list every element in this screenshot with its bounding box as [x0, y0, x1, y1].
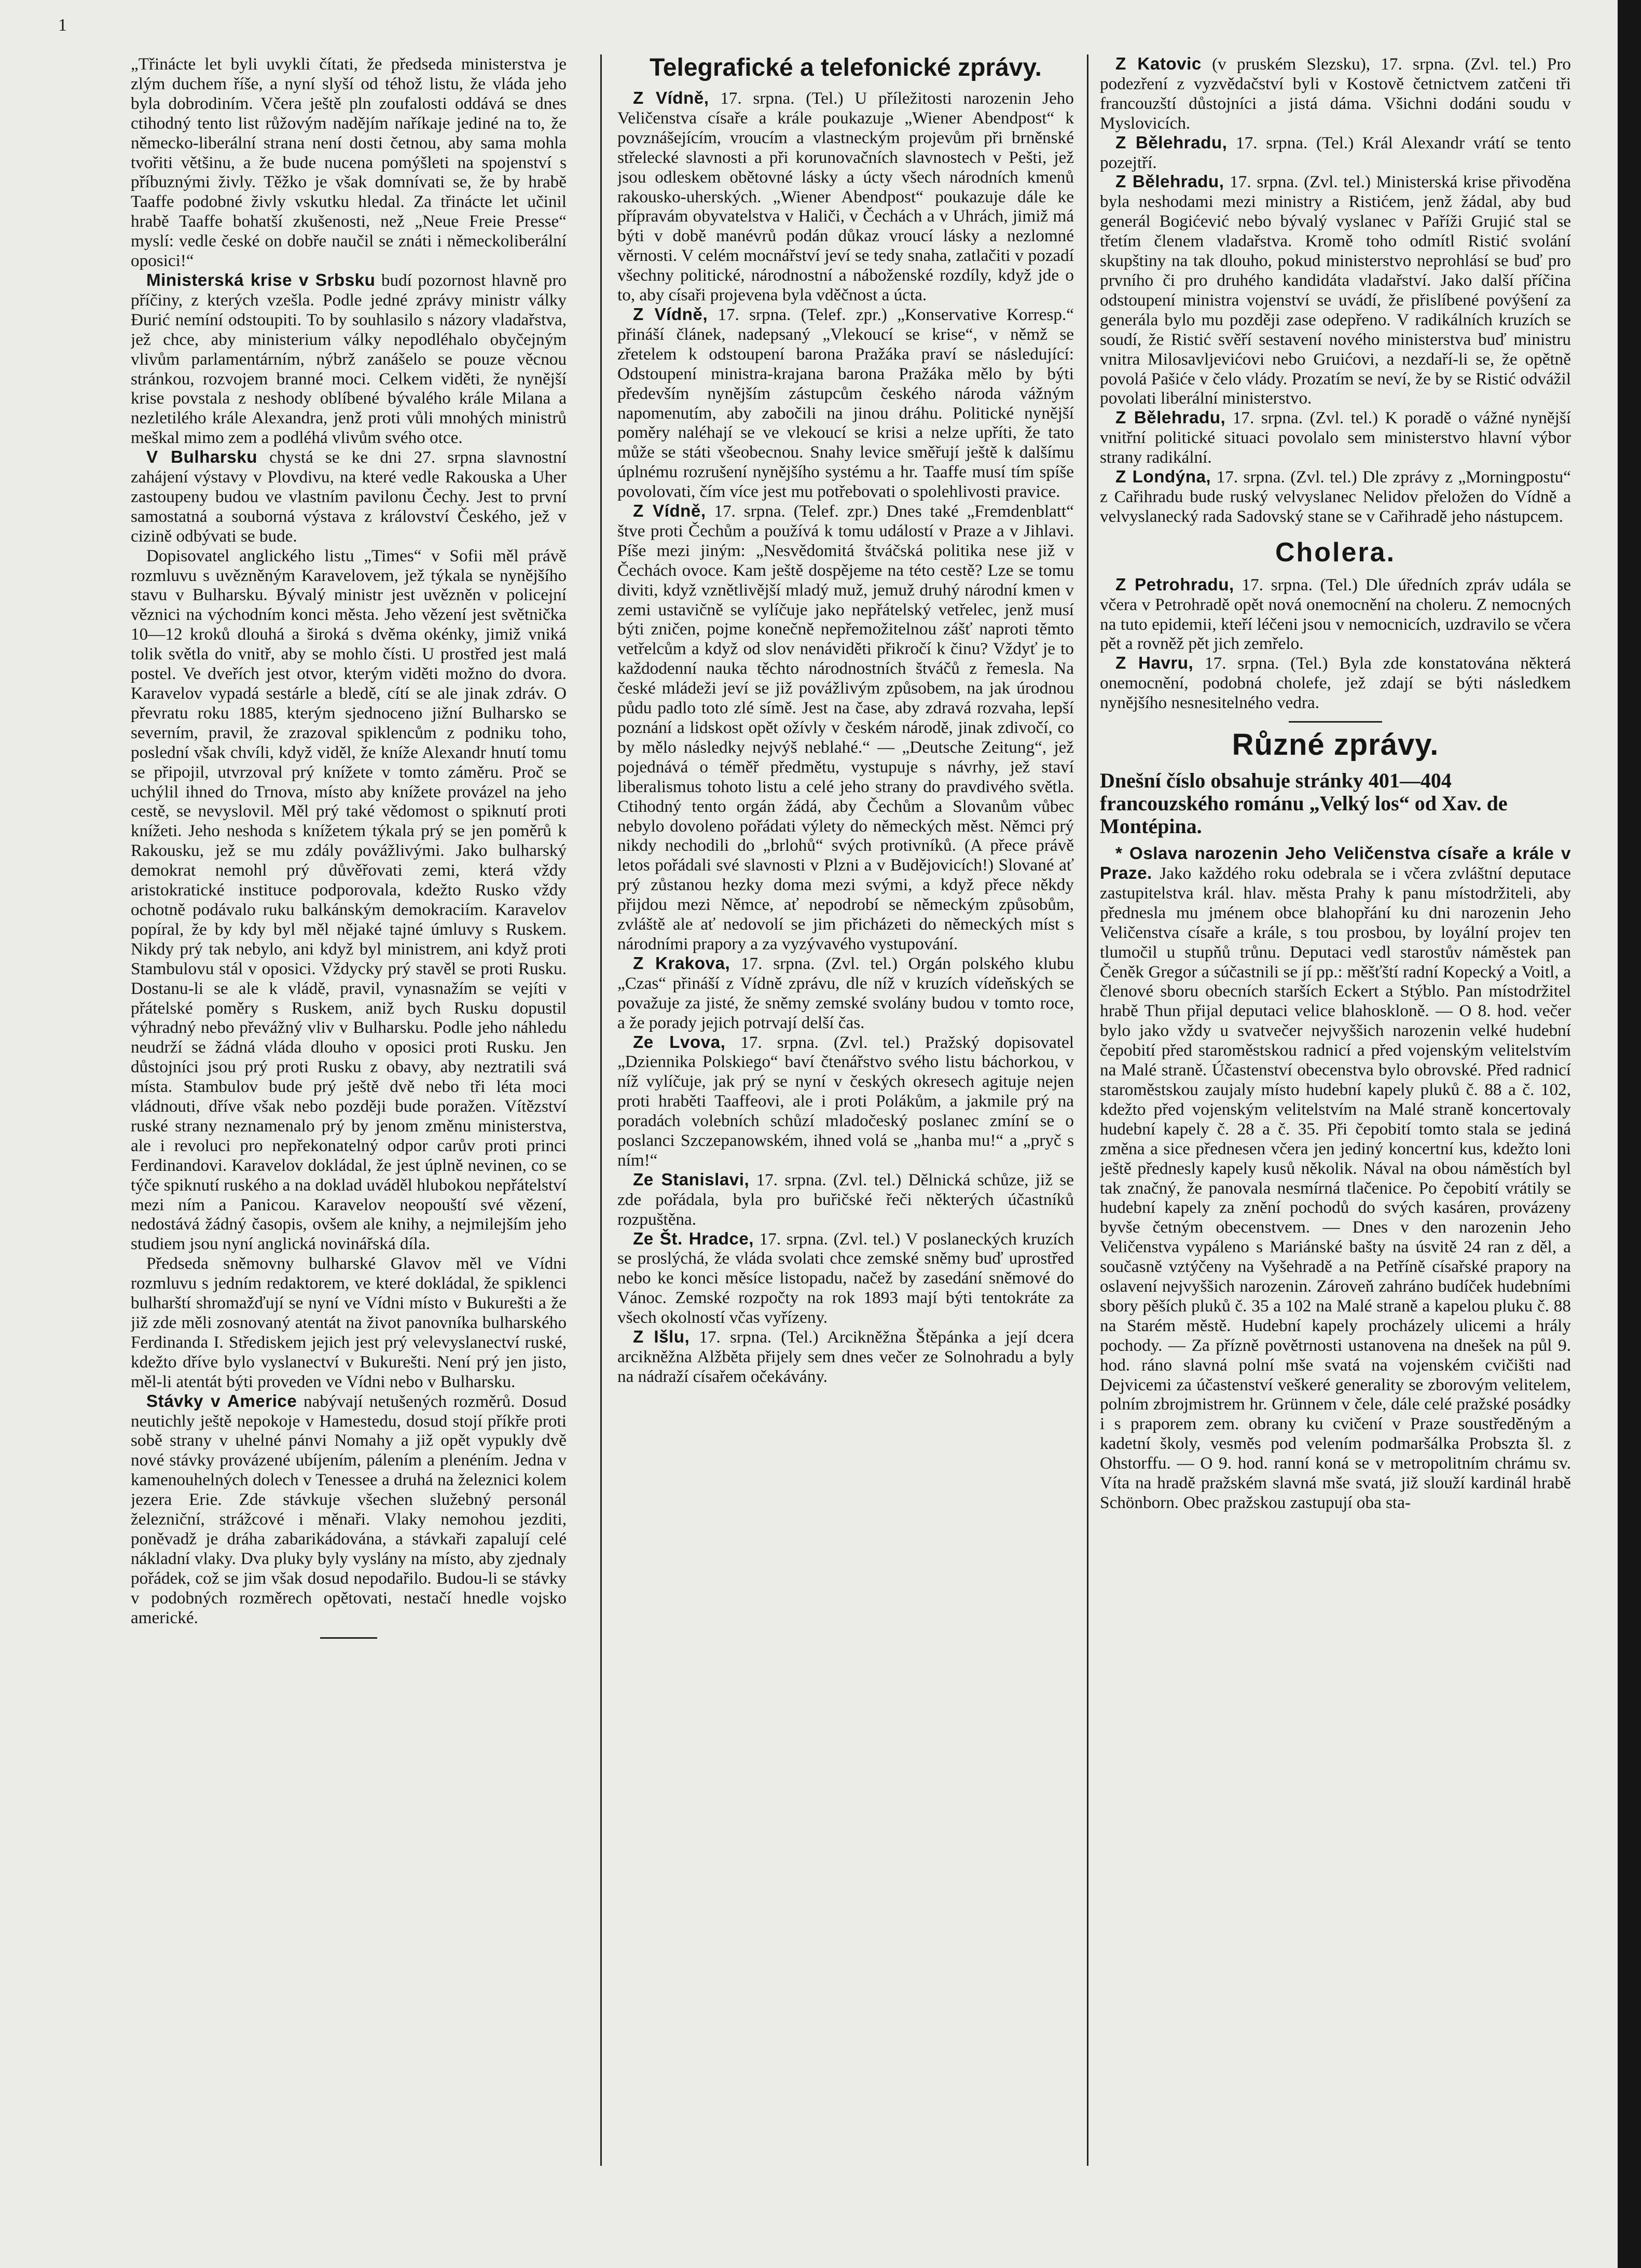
- article-paragraph: [131, 546, 567, 1254]
- paragraph-text: 17. srpna. (Tel.) Král Alexandr vrátí se tento pozejtří.: [1100, 133, 1571, 172]
- paragraph-text: 17. srpna. (Telef. zpr.) „Konservative Korresp.“ přináší článek, nadepsaný „Vlekoucí se krise“, v němž se zřetelem k odstoupení barona Pražáka praví se následující: Odstoupení ministra-krajana barona Pražáka mělo by býti především nynějším zástupcům českého národa vážným napomenutím, aby zabočili na jinou dráhu. Politické nynější poměry naléhají se ve vlekoucí se krisi a nelze upříti, že tato může se státi všeobecnou. Snahy levice směřují ještě k dalšímu úplnému rozrušení nynějšího systému a hr. Taaffe musí tím spíše povolovati, čím více jest mu potřebovati o spolehlivosti pravice.: [617, 305, 1074, 502]
- paragraph-lead: Ze Št. Hradce,: [633, 1229, 754, 1249]
- column-middle: [617, 54, 1074, 2223]
- telegraph-item: [617, 954, 1074, 1033]
- news-item: [1100, 844, 1571, 1513]
- paragraph-lead: Z Vídně,: [633, 305, 708, 324]
- paragraph-text: 17. srpna. (Tel.) Byla zde konstatována některá onemocnění, podobná cholefe, jež zdají se býti následkem nynějšího nesnesitelného vedra.: [1100, 654, 1571, 713]
- paragraph-lead: Z Išlu,: [633, 1327, 690, 1347]
- article-paragraph: [131, 271, 567, 448]
- paragraph-text: 17. srpna. (Tel.) Dle úředních zpráv udála se včera v Petrohradě opět nová onemocnění na choleru. Z nemocných na tuto epidemii, kteří léčeni jsou v nemocnicích, uzdravilo se včera pět a rovněž pět jich zemřelo.: [1100, 575, 1571, 654]
- paragraph-lead: * Oslava narozenin Jeho Veličenstva císaře a krále v Praze.: [1100, 844, 1571, 883]
- paragraph-text: 17. srpna. (Telef. zpr.) Dnes také „Fremdenblatt“ štve proti Čechům a používá k tomu událostí v Praze a v Jihlavi. Píše mezi jiným: „Nesvědomitá štváčská politika nese již v Čechách ovoce. Kam ještě dospějeme na této cestě? Lze se tomu diviti, když vznětlivější mladý muž, jemuž druhý národní kmen v zemi ustavičně se vylíčuje jako nepřátelský vetřelec, jenž musí býti zničen, pojme konečně nepřemožitelnou zášť naproti těmto vetřelcům a když od slov nenáviděti přikročí k činu? Vždyť je to každodenní nauka těchto národnostních štváčů z řemesla. Na české mládeži jeví se již povážlivým způsobem, na jak úrodnou půdu padlo toto zlé símě. Jest na čase, aby zdravá rozvaha, lepší poznání a lidskost opět ožívly v českém národě, jinak zdivočí, co by mělo následky nejvýš neblahé.“ — „Deutsche Zeitung“, jež pojednává o téměř předmětu, vystupuje s návrhy, jež staví liberalismus tohoto listu a celé jeho strany do pravdivého světla. Ctihodný tento orgán žádá, aby Čechům a Slovanům vůbec nebylo dovoleno pořádati výlety do německých měst. Němci prý nikdy nechodili do „brlohů“ svých protivníků. (A přece právě letos pořádali své slavnosti v Plzni a v Budějovicích!) Slované ať prý zůstanou hezky doma mezi svými, a když přece někdy přijdou mezi Němce, ať nepodrobí se německým způsobům, zvláště ale ať nedovolí se jim přicházeti do německých míst s národními prapory a za vyzývavého vystupování.: [617, 502, 1074, 953]
- paragraph-text: 17. srpna. (Tel.) Arcikněžna Štěpánka a její dcera arcikněžna Alžběta přijely sem dnes večer ze Solnohradu a byly na nádraží císařem očekávány.: [617, 1327, 1074, 1386]
- cholera-item: [1100, 654, 1571, 713]
- paragraph-lead: Z Vídně,: [633, 89, 709, 108]
- paragraph-lead: Ze Lvova,: [633, 1032, 726, 1052]
- telegraph-item: [617, 1170, 1074, 1229]
- paragraph-lead: Z Bělehradu,: [1115, 408, 1226, 428]
- paragraph-lead: Z Vídně,: [633, 502, 706, 521]
- paragraph-text: nabývají netušených rozměrů. Dosud neutichly ještě nepokoje v Hamestedu, dosud stojí příkře proti sobě strany v uhelné pánvi Nomahy a již opět vypukly dvě nové stávky provázené ubíjením, pálením a plenéním. Jedna v kamenouhelných dolech v Tenessee a druhá na železnici kolem jezera Erie. Zde stávkuje všechen služebný personál železniční, strážcové i měnaři. Vlaky nemohou jezditi, poněvadž je dráha zabarikádována, a stávkaři zapalují celé nákladní vlaky. Dva pluky byly vyslány na místo, aby zjednaly pořádek, což se jim však dosud nepodařilo. Budou-li se stávky v podobných rozměrech opětovati, nestačí hnedle vojsko americké.: [131, 1391, 567, 1627]
- paragraph-text: 17. srpna. (Zvl. tel.) Dle zprávy z „Morningpostu“ z Cařihradu bude ruský velvyslanec Nelidov přeložen do Vídně a velvyslanecký rada Sadovský stane se v Cařihradě jeho nástupcem.: [1100, 467, 1571, 526]
- end-rule: [320, 1637, 377, 1639]
- paragraph-text: 17. srpna. (Zvl. tel.) Ministerská krise přivoděna byla neshodami mezi ministry a Ristićem, jenž žádal, aby bud generál Bogićević nebo bývalý vyslanec v Paříži Grujić stal se třetím členem vladařstva. Kromě toho odmítl Ristić svolání skupštiny na tak dlouho, pokud ministerstvo neprohlásí se buď pro prvního či pro druhého kandidáta vladařství. Jako další příčina odstoupení ministra vojenství se uvádí, že přislíbené povýšení za generála bylo mu později zase odepřeno. V radikálních kruzích se soudí, že Ristić svěří sestavení nového ministerstva buď ministru vnitra Milosavljevićovi nebo Gruićovi, a nezdaří-li se, že opětně povolá Pašiće v čelo vlády. Prozatím se neví, že by se Ristić odvážil povolati liberální ministerstvo.: [1100, 172, 1571, 408]
- article-paragraph: [131, 448, 567, 546]
- paragraph-text: 17. srpna. (Zvl. tel.) V poslaneckých kruzích se proslýchá, že vláda svolati chce zemské sněmy buď uprostřed nebo ke konci měsíce listopadu, načež by zasedání sněmové do Vánoc. Zemské rozpočty na rok 1893 mají býti tentokráte za všech okolností včas vyřízeny.: [617, 1229, 1074, 1327]
- paragraph-lead: Z Krakova,: [633, 953, 730, 973]
- paragraph-text: 17. srpna. (Zvl. tel.) K poradě o vážné nynější vnitřní politické situaci povolalo sem ministerstvo hlavní výbor strany radikální.: [1100, 408, 1571, 467]
- cholera-item: [1100, 575, 1571, 654]
- article-paragraph: [131, 1392, 567, 1628]
- telegraph-item: [1100, 172, 1571, 408]
- telegraph-item: [617, 1327, 1074, 1387]
- paragraph-lead: Z Katovic: [1115, 54, 1202, 74]
- paragraph-text: 17. srpna. (Zvl. tel.) Pražský dopisovatel „Dziennika Polskiego“ baví čtenářstvo svého listu báchorkou, v níž vylíčuje, jak prý se nyní v českých okresech agituje nejen proti hraběti Taaffeovi, ale i proti Polákům, a jakmile prý na poradách volebních schůzí mladočeský poslanec zmíní se o poslanci Szczepanowském, ihned volá se „hanba mu!“ a „pryč s ním!“: [617, 1032, 1074, 1170]
- section-heading-cholera: Cholera.: [1275, 537, 1396, 568]
- paragraph-lead: Z Havru,: [1115, 654, 1194, 673]
- column-divider: [1087, 54, 1088, 2166]
- telegraph-item: [617, 502, 1074, 954]
- section-rule: [1289, 721, 1382, 723]
- paragraph-text: „Třinácte let byli uvykli čítati, že předseda ministerstva je zlým duchem říše, a nyní slyší od téhož listu, že vláda jeho byla dobrodiním. Včera ještě pln zoufalosti oddává se dnes ctihodný tento list růžovým nadějím naříkaje jediné na to, že německo-liberální strana není dosti četnou, aby sama mohla tvořiti většinu, a že bude nucena pomýšleti na spojenství s příbuznými živly. Těžko je však domnívati se, že by hrabě Taaffe podobné živly vskutku hledal. Za třinácte let učinil hrabě Taaffe bohatší zkušenosti, než „Neue Freie Presse“ myslí: vedle české on dobře naučil se znáti i německoliberální oposici!“: [131, 54, 567, 271]
- telegraph-item: [1100, 467, 1571, 527]
- column-right: [1100, 54, 1571, 2223]
- scan-edge: [1618, 0, 1641, 2268]
- paragraph-lead: Ze Stanislavi,: [633, 1170, 750, 1190]
- paragraph-lead: V Bulharsku: [146, 448, 257, 467]
- section-heading-various: Různé zprávy.: [1232, 728, 1439, 762]
- paragraph-lead: Ministerská krise v Srbsku: [146, 270, 376, 290]
- column-divider: [600, 54, 602, 2166]
- feature-notice: Dnešní číslo obsahuje stránky 401—404 francouzského románu „Velký los“ od Xav. de Montépina.: [1100, 769, 1508, 838]
- article-paragraph: [131, 1254, 567, 1391]
- paragraph-lead: Z Bělehradu,: [1115, 133, 1228, 153]
- paragraph-lead: Z Petrohradu,: [1115, 575, 1234, 594]
- telegraph-item: [617, 1033, 1074, 1170]
- paragraph-text: Dopisovatel anglického listu „Times“ v Sofii měl právě rozmluvu s uvězněným Karavelovem, jež týkala se nynějšího stavu v Bulharsku. Bývalý ministr jest uvězněn v policejní věznici na východním konci města. Jeho vězení jest světnička 10—12 kroků dlouhá a široká s dvěma okénky, jimiž vniká tolik světla do vnitř, aby se mohlo čísti. U prostřed jest malá postel. Ve dveřích jest otvor, kterým viděti možno do dvora. Karavelov vypadá sestárle a bledě, cítí se ale jinak zdráv. O převratu roku 1885, kterým sjednoceno jižní Bulharsko se severním, pravil, že zrazoval spiklencům z podniku toho, poslední však chvíli, když viděl, že kníže Alexandr hnutí tomu se připojil, utvrzoval prý knížete v tomto záměru. Proč se uchýlil ihned do Trnova, místo aby knížete provázel na jeho cestě, se nevyslovil. Měl prý také vědomost o spiknutí proti knížeti. Jeho neshoda s knížetem týkala prý se jen poměrů k Rakousku, jež se mu zdály povážlivými. Jako bulharský demokrat nemohl prý důvěřovati zemi, která vždy aristokratické instituce podporovala, kdežto Rusko vždy ochotně podávalo ruku balkánským demokraciím. Karavelov popíral, že by kdy byl měl nějaké tajné úmluvy s Ruskem. Nikdy prý tak nebylo, ani když byl ministrem, ani když proti Stambulovu stál v oposici. Vždycky prý stavěl se proti Rusku. Dostanu-li se ale k vládě, pravil, vynasnažím se vejíti v přátelské poměry s Ruskem, aniž bych Rusku dopustil výhradný nebo převážný vliv v Bulharsku. Podle jeho náhledu neudrží se žádná vláda dlouho v oposici proti Rusku. Jen důstojníci jsou prý proti Rusku z obavy, aby neztratili svá místa. Stambulov bude prý ještě dvě nebo tři léta moci vládnouti, dříve však nebo později bude poražen. Vítězství ruské strany neznamenalo prý by jenom změnu ministerstva, ale i revoluci pro nepřekonatelný odpor carův proti princi Ferdinandovi. Karavelov dokládal, že jest úplně nevinen, co se týče spiknutí ruského a na doklad uváděl hlubokou nepřátelství mezi ním a Panicou. Karavelov neopouští své vězení, nedostává žádný časopis, ovšem ale knihy, a nejmilejším jeho studiem jsou nyní anglická novinářská díla.: [131, 546, 567, 1254]
- paragraph-text: Jako každého roku odebrala se i včera zvláštní deputace zastupitelstva král. hlav. města Prahy k panu místodržiteli, aby přednesla mu jménem obce blahopřání ku dni narozenin Jeho Veličenstva císaře a krále, s tou prosbou, by loyální projev ten tlumočil u stupňů trůnu. Deputaci vedl starostův náměstek pan Čeněk Gregor a súčastnili se jí pp.: měšťští radní Kopecký a Voitl, a členové sboru obecních starších Eckert a Stýblo. Pan místodržitel hrabě Thun přijal deputaci velice blahoskloně. — O 8. hod. večer bylo jako vždy u svatvečer nejvyššich narozenin velké hudební čepobití před staroměstskou radnicí a před vojenským velitelstvím na Malé straně. Účastenství obecenstva bylo obrovské. Před radnicí staroměstskou zaujaly místo hudební kapely pluků č. 88 a č. 102, kdežto před vojenským velitelstvím na Malé straně koncertovaly hudební kapely č. 28 a č. 35. Při čepobití tomto stala se jediná změna a sice přednesen včera jen jediný koncertní kus, kdežto loni ještě přednesly kapely kusů několik. Nával na obou náměstích byl tak značný, že panovala nesmírná tlačenice. Po čepobití vrátily se hudební kapely za znění pochodů do svých kasáren, provázeny byvše četným obecenstvem. — Dnes v den narozenin Jeho Veličenstva vypáleno s Mariánské bašty na úsvitě 24 ran z děl, a současně vztýčeny na Vyšehradě a na Petříně císařské prapory na oslavení nejvyššich narozenin. Zároveň zahráno budíček hudebními sbory pěších pluků č. 35 a 102 na Malé straně a kapelou pluku č. 88 na Starém městě. Hudební kapely procházely ulicemi a hrály pochody. — Za přízně povětrnosti ustanovena na dnešek na půl 9. hod. ráno slavná polní mše svatá na vojenském cvičišti nad Dejvicemi za účastenství veškeré generality se zborovým velitelem, polním zbrojmistrem hr. Grünnem v čele, dále celé pražské posádky i s praporem zem. obrany ku cvičení v Praze soustředěným a kadetní školy, vesměs pod velením podmaršálka Probszta šl. z Ohstorffu. — O 9. hod. ranní koná se v metropolitním chrámu sv. Víta na hradě pražském slavná mše svatá, již slouží kardinál hrabě Schönborn. Obec pražskou zastupují oba sta-: [1100, 864, 1571, 1512]
- telegraph-item: [617, 89, 1074, 305]
- paragraph-lead: Z Londýna,: [1115, 467, 1211, 487]
- paragraph-lead: Z Bělehradu,: [1115, 172, 1224, 192]
- paragraph-lead: Stávky v Americe: [146, 1391, 297, 1411]
- telegraph-item: [1100, 408, 1571, 467]
- paragraph-text: (v pruském Slezsku), 17. srpna. (Zvl. tel.) Pro podezření z vyzvědačství byli v Kostově četnictvem zatčeni tři francouzští důstojníci a jistá dáma. Všichni dodáni soudu v Myslovicích.: [1100, 54, 1571, 133]
- paragraph-text: 17. srpna. (Zvl. tel.) Orgán polského klubu „Czas“ přináší z Vídně zprávu, dle níž v kruzích vídeňských se považuje za jisté, že sněmy zemské svolány budou v tomto roce, a že porady jejich potrvají delší čas.: [617, 953, 1074, 1032]
- telegraph-item: [617, 1229, 1074, 1328]
- paragraph-text: 17. srpna. (Tel.) U příležitosti narozenin Jeho Veličenstva císaře a krále poukazuje „Wiener Abendpost“ k povznášejícím, vroucím a vlastneckým projevům při brněnské střelecké slavnosti a při korunovačních slavnostech v Pešti, jež jsou odleskem obětovné lásky a úcty všech národních kmenů rakousko-uherských. „Wiener Abendpost“ poukazuje dále ke přípravám obyvatelstva v Haliči, v Čechách a v Uhrách, jimiž má býti v době manévrů podán důkaz vroucí lásky a nezlomné věrnosti. V celém mocnářství jeví se tedy snaha, zatlačiti v pozadí všechny politické, národnostní a náboženské rozdíly, když jde o to, aby císaři projevena byla vděčnost a úcta.: [617, 89, 1074, 305]
- corner-mark: 1: [58, 16, 67, 35]
- article-paragraph: [131, 54, 567, 271]
- column-left: [131, 54, 567, 2223]
- paragraph-text: budí pozornost hlavně pro příčiny, z kterých vzešla. Podle jedné zprávy ministr války Đurić nemíní odstoupiti. To by souhlasilo s názory vladařstva, jež chce, aby ministerium války nepodléhalo obyčejným vlivům parlamentárním, nýbrž zanášelo se pouze věcnou stránkou, rozvojem branné moci. Celkem viděti, že nynější krise povstala z neshody oblíbené bývalého krále Milana a nezletilého krále Alexandra, jenž proti vůli mnohých ministrů meškal mimo zem a podléhá vlivům svého otce.: [131, 270, 567, 448]
- paragraph-text: Předseda sněmovny bulharské Glavov měl ve Vídni rozmluvu s jedním redaktorem, ve které dokládal, že spiklenci bulharští shromažďují se nyní ve Vídni místo v Bukurešti a že již zde měli zosnovaný atentát na život panovníka bulharského Ferdinanda I. Střediskem jejich jest prý velevyslanectví ruské, kdežto dříve bylo vyslanectví v Bukurešti. Není prý jen jisto, měl-li atentát býti proveden ve Vídni nebo v Bulharsku.: [131, 1254, 567, 1391]
- paragraph-text: chystá se ke dni 27. srpna slavnostní zahájení výstavy v Plovdivu, na které vedle Rakouska a Uher zastoupeny budou ve vlastním pavilonu Čechy. Jest to první samostatná a souborná výstava z království Českého, jež v cizině odbývati se bude.: [131, 448, 567, 546]
- section-heading-telegraph: Telegrafické a telefonické zprávy.: [650, 54, 1042, 81]
- telegraph-item: [1100, 54, 1571, 133]
- telegraph-item: [1100, 133, 1571, 173]
- paragraph-text: 17. srpna. (Zvl. tel.) Dělnická schůze, již se zde pořádala, byla pro buřičské řeči některých účastníků rozpuštěna.: [617, 1170, 1074, 1229]
- telegraph-item: [617, 305, 1074, 502]
